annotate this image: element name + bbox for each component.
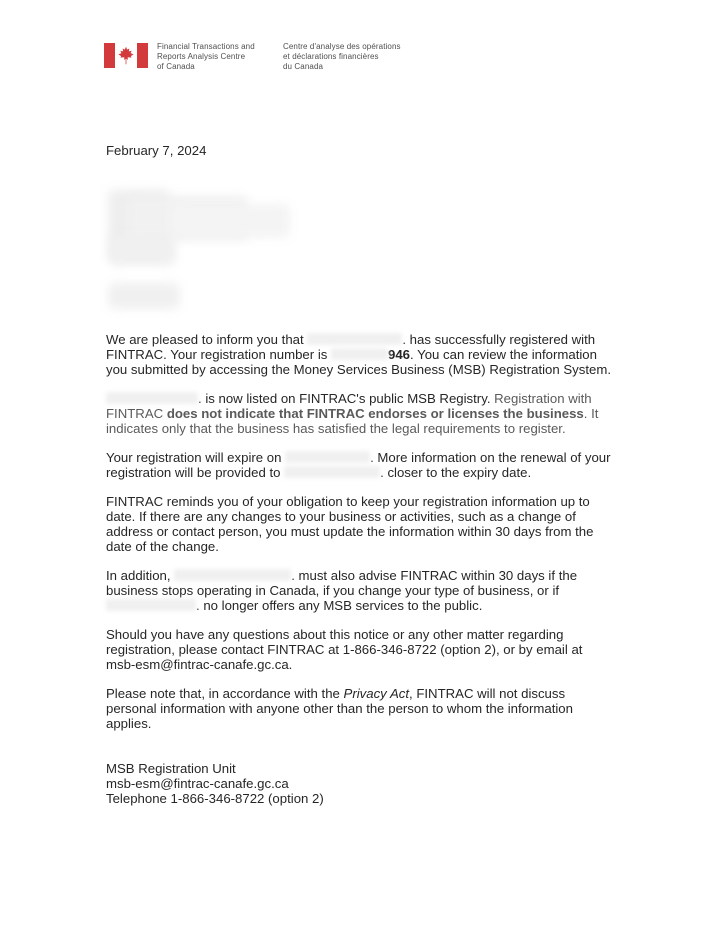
text-segment: Privacy Act xyxy=(343,686,409,701)
text-segment: . It indicates only that the business has satisfied the legal requirements to register. xyxy=(106,406,599,436)
letter-date: February 7, 2024 xyxy=(106,143,207,158)
redaction-blob xyxy=(110,236,176,264)
paragraph xyxy=(106,391,614,436)
agency-name-en-line1: Financial Transactions and xyxy=(157,42,255,51)
text-segment: Registration with FINTRAC xyxy=(106,391,592,421)
text-segment: FINTRAC reminds you of your obligation to keep your registration information up to date. If there are any changes to your business or activities, such as a change of address or contact person, you must update the information within 30 days from the date of the change. xyxy=(106,494,594,554)
agency-name-french xyxy=(283,42,423,72)
redacted-attention-line xyxy=(108,283,180,309)
redacted-text xyxy=(285,451,370,463)
paragraph xyxy=(106,627,614,672)
text-segment: Should you have any questions about this notice or any other matter regarding registration, please contact FINTRAC at 1-866-346-8722 (option 2), or by email at msb-esm@fintrac-canafe.gc.ca. xyxy=(106,627,583,672)
redacted-text xyxy=(106,599,196,611)
redaction-blob xyxy=(170,204,290,238)
agency-name-en-line2: Reports Analysis Centre xyxy=(157,52,246,61)
agency-name-fr-line1: Centre d'analyse des opérations xyxy=(283,42,401,51)
paragraph xyxy=(106,450,614,480)
paragraph xyxy=(106,686,614,731)
redacted-text xyxy=(331,348,388,360)
text-segment: does not indicate that FINTRAC endorses or licenses the business xyxy=(166,406,584,421)
text-segment: In addition, xyxy=(106,568,175,583)
text-segment: . is now listed on FINTRAC's public MSB Registry. xyxy=(198,391,495,406)
text-segment: . no longer offers any MSB services to the public. xyxy=(196,598,483,613)
text-segment: . You can review the information you submitted by accessing the Money Services Business (MSB) Registration System. xyxy=(106,347,611,377)
paragraph xyxy=(106,568,614,613)
redacted-text xyxy=(174,569,291,581)
redacted-text xyxy=(307,333,402,345)
flag-bar-right xyxy=(137,43,148,68)
agency-name-en-line3: of Canada xyxy=(157,62,195,71)
text-segment: , FINTRAC will not discuss personal information with anyone other than the person to whom the information applies. xyxy=(106,686,573,731)
government-of-canada-header xyxy=(104,42,423,72)
agency-name-fr-line3: du Canada xyxy=(283,62,324,71)
text-segment: . closer to the expiry date. xyxy=(380,465,532,480)
paragraph xyxy=(106,332,614,377)
signature-line: Telephone 1-866-346-8722 (option 2) xyxy=(106,791,324,806)
signature-line: msb-esm@fintrac-canafe.gc.ca xyxy=(106,776,289,791)
agency-name-fr-line2: et déclarations financières xyxy=(283,52,379,61)
text-segment: We are pleased to inform you that xyxy=(106,332,308,347)
canada-flag-icon xyxy=(104,43,148,68)
text-segment: . More information on the renewal of your registration will be provided to xyxy=(106,450,611,480)
paragraph xyxy=(106,494,614,554)
text-segment: Please note that, in accordance with the xyxy=(106,686,344,701)
agency-name-english xyxy=(157,42,273,72)
redacted-text xyxy=(106,392,198,404)
signature-block xyxy=(106,761,614,806)
text-segment: Your registration will expire on xyxy=(106,450,286,465)
redacted-text xyxy=(284,466,380,478)
flag-bar-left xyxy=(104,43,115,68)
text-segment: . must also advise FINTRAC within 30 days if the business stops operating in Canada, if you change your type of business, or if xyxy=(106,568,578,598)
maple-leaf-icon xyxy=(116,44,136,67)
signature-line: MSB Registration Unit xyxy=(106,761,236,776)
text-segment: . has successfully registered with FINTRAC. Your registration number is xyxy=(106,332,596,362)
letter-body xyxy=(106,332,614,806)
text-segment: 946 xyxy=(388,347,411,362)
